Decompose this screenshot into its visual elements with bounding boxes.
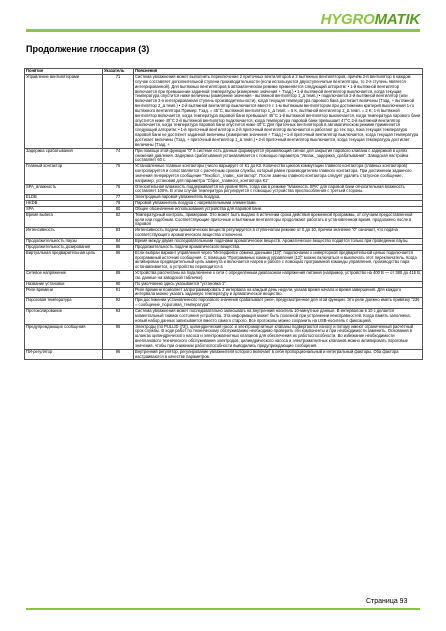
row-ref: 95	[103, 324, 134, 349]
row-term: Управление вентиляторами	[25, 75, 103, 149]
table-row	[25, 75, 423, 149]
logo-part-2: MATIK	[374, 10, 420, 28]
glossary-table	[24, 68, 423, 360]
row-ref: 89	[103, 271, 134, 282]
row-explanation: Продолжительность подачи ароматического вещества.	[134, 244, 423, 250]
row-term: Пороговая температура	[25, 298, 103, 309]
row-explanation: Реле времени позволяет запрограммировать 2 интервала на каждый день недели, указав время начала и время завершения. Для каждого интервала можно указать заданную температуру и ароматическое вещество.	[134, 287, 423, 298]
row-explanation: Устройства рассчитаны на подключение к сети с определённым диапазоном напряжения питания (например, устройство на 400 В — от 380 до 415 В, см. данные на заводской табличке).	[135, 270, 421, 280]
row-ref: 92	[103, 298, 134, 309]
row-term: Задержка срабатывания	[25, 148, 103, 164]
row-explanation: Температурный контроль, примерами. Это может быть выдано в истечении срока действия временной программы, от случаем предоставленной цели или подобным. Соответствующие приточные и вытяжные вентиляторы продолжают работать в установленном время, продолжено после в паровой	[134, 212, 423, 228]
row-ref: 78	[103, 201, 134, 207]
row-ref: 71	[103, 75, 134, 149]
row-explanation: По умолчанию здесь указывается "установка 1".	[134, 281, 423, 287]
row-explanation: Внутренний регулятор, регулирование увлажнителя которого включает в себя пропорциональный и интегральный факторы. Оба фактора настраиваются в качестве параметров.	[134, 349, 423, 360]
row-term: Продолжительность паузы	[25, 239, 103, 245]
row-explanation: При помощи этой функции "0" в системе есть данные формируется управляющий сигнал для закрытия парового клапана с задержкой в целях снижения давления. Задержка срабатывания устанавливается с помощью параметра "Увлаж._задержка_срабатывания". Заводская настройка составляет 60 с.	[134, 148, 423, 164]
logo-part-1: HYGRO	[320, 10, 375, 28]
row-ref: 91	[103, 287, 134, 298]
row-explanation: Паровой увлажнитель воздуха с нагревательными элементами.	[134, 201, 423, 207]
row-explanation: Электроды (по PULLID [72]), цилиндрический насос и электромагнитные клапаны подвергаются износу и потому имеют ограниченный расчётный срок службы. В ходе работ по техническому обслуживанию необходимо проверить эти компоненты и при необходимости заменить. Основания в шлангах цилиндрического насоса и электромагнитных клапанов для обеспечения их работоспособности. Во избежание необходимости внепланового технического обслуживания электродов, цилиндрического насоса и электромагнитных клапанов можно активировать пороговые значения, чтобы при снижении работоспособности выводились предупреждающие сообщения.	[134, 324, 423, 349]
row-ref: 75	[103, 164, 134, 184]
row-term: SPA_влажность	[25, 184, 103, 195]
row-term: Интенсивность	[25, 228, 103, 239]
row-explanation: Система увлажнения может выполнить переключение 2 приточных вентиляторов и 2 вытяжных вентиляторов, причём 2-й вентилятор в каждом случае составляет дополнительной ступени производительности (если используются двухступенчатые вентиляторы, то 2-я ступень является интегрированной). Для вытяжных вентиляторов в автоматическом режиме применяется следующий алгоритм: • 1-й вытяжной вентилятор включается при превышении заданной температуры (измерение значения + Тзад.) • 1-й вытяжной вентилятор выключается, когда текущая температура опустится ниже величины (измерение значения - вытяжной вентилятор 1_Δ темп.) • подключается 2-й вытяжной вентилятор (или включается 2-я интегрированная ступень производительности), когда текущая температура парового бака достигает величины (Тзад. + вытяжной вентилятор 2_Δ темп.) • 2-й вытяжной вентилятор выключается вместе с 1-м вытяжным вентилятором при достижении критерия выключения 1-го вытяжного вентилятора Пример: Тзад. = 45°C, вытяжной вентилятор 1_Δ темп. = 5 K, вытяжной вентилятор 2_Δ темп. = 2 K; 1-й вытяжной вентилятор включается, когда температура паровой бани превышает 45°C 1-й вытяжной вентилятор выключается, когда температура парового бани опустится ниже 40°C 2-й вытяжной вентилятор подключается, когда температура паровой бани превышает 47°C 2-й вытяжной вентилятор выключается, когда температура паровой бани опустится ниже 40°C Для приточных вентиляторов в автоматическом режиме применяется следующий алгоритм: • 1-й приточный вентилятор и 2-й приточный вентилятор включаются и работают до тех пор, пока текущая температура паровой бани не достигнет заданной величины (измерение значения + Тзад.) • 1-й приточный вентилятор выключается, когда текущая температура достигает величины (Тзад. + приточный вентилятор 1_Δ темп.) • 2-й приточный вентилятор выключается, когда текущая температура достигает величины (Тзад. +	[134, 75, 423, 149]
row-term: Предупреждающие сообщения	[25, 324, 103, 349]
table-row	[25, 287, 423, 298]
row-term: Сетевое напряжение	[25, 271, 103, 282]
row-ref: 76	[103, 184, 134, 195]
row-ref: 93	[103, 308, 134, 324]
table-row	[25, 164, 423, 184]
header-rule	[26, 29, 420, 32]
row-explanation: Общее обозначение использования устройства для паровой бани.	[134, 206, 423, 212]
table-row	[25, 324, 423, 349]
page-title: Продолжение глоссария (3)	[26, 44, 150, 54]
row-term: Время выбега	[25, 212, 103, 228]
table-row	[25, 298, 423, 309]
column-header-term: Понятие	[25, 69, 103, 75]
row-term: Главный контактор	[25, 164, 103, 184]
row-explanation: Относительная влажность поддерживается на уровне 95%, тогда как в режиме "влажность SPA" для паровой бани относительная влажность составляет 100%. В этом случае температура регулируется с помощью устройства приспособления с третьей стороны.	[134, 184, 423, 195]
row-term: ELDB	[25, 195, 103, 201]
row-term: Название установки	[25, 281, 103, 287]
table-row	[25, 308, 423, 324]
row-ref: 82	[103, 212, 134, 228]
row-explanation: Система увлажнения может последовательно записывать на внутренний носитель 10-минутные данные. В интервалом в 10 с делается моментальный снимок состояния устройства. Эта информация может быть полезной при устранении неисправностей. Когда память заполнена, новый набор данных записывается вместо самого старого. Все протоколы можно сохранить на USB-носитель с фиксацией.	[134, 308, 423, 324]
column-header-ref: Указатель	[103, 69, 134, 75]
row-explanation: Установленные главные контакторы (число варьирует от К1 до К3. Количество циклов коммутации главного контактора (главных контакторов) контролируется и сопоставляется с расчётным сроком службы, который равен производителем главного контактора. При достижении заданного значения генерируется сообщение "Техобсл._главн._контактор". После замены главного контактора следует удалить статусное сообщение, например, установив для параметра "Сброс_главного_контактора К1"	[134, 164, 423, 184]
table-row	[25, 148, 423, 164]
row-ref: 74	[103, 148, 134, 164]
row-term: ПИ-регулятор	[25, 349, 103, 360]
row-explanation: Время между двумя последовательными подачами ароматических веществ. Ароматическое вещество подаётся только при проведении паузы.	[134, 239, 423, 245]
table-row	[25, 271, 423, 282]
row-ref: 80	[103, 206, 134, 212]
page-number: Страница 93	[366, 598, 408, 605]
table-row	[25, 184, 423, 195]
row-explanation: Электродный паровой увлажнитель воздуха.	[134, 195, 423, 201]
row-ref: 96	[103, 349, 134, 360]
row-ref: 85	[103, 244, 134, 250]
row-ref: 90	[103, 281, 134, 287]
footer-rule	[26, 608, 420, 610]
row-ref: 77	[103, 195, 134, 201]
hygromatik-logo	[321, 10, 420, 28]
row-ref: 84	[103, 239, 134, 245]
row-explanation: При достижении установленного порогового значения срабатывает реле, предусмотренное для этой функции. Это реле должно иметь привязку "236 = сообщение_пороговая_температура".	[134, 298, 423, 309]
row-ref: 83	[103, 228, 134, 239]
table-row	[25, 212, 423, 228]
row-term: Протоколирование	[25, 308, 103, 324]
row-explanation: Если выбран вариант управления через "Интерфейсе обмена данными [13]", подключаемо к инверторной предварительной целью подключается программный источник сообщения. С помощью "Программных команд управления [12]" можно включаться и выключать этот переключатель. Когда активирован предварительный цель замкнута и включается нагрев и работе с помощью программной команды управления, производство пара останавливается, а устройство переводится в	[134, 250, 423, 270]
table-row	[25, 250, 423, 270]
row-term: Продолжительность дозирования	[25, 244, 103, 250]
row-term: Виртуальная предварительная цель	[25, 250, 103, 270]
row-term: SPA	[25, 206, 103, 212]
row-ref: 86	[103, 250, 134, 270]
table-row	[25, 228, 423, 239]
column-header-explanation: Пояснения	[134, 69, 423, 75]
table-row	[25, 349, 423, 360]
row-term: HKDB	[25, 201, 103, 207]
row-term: Реле времени	[25, 287, 103, 298]
row-explanation: Интенсивность подачи ароматических веществ регулируется в ступенчатом режиме от 0 до 10, причем значение "0" означает, что подача соответствующего ароматического вещества отключено.	[134, 228, 423, 239]
